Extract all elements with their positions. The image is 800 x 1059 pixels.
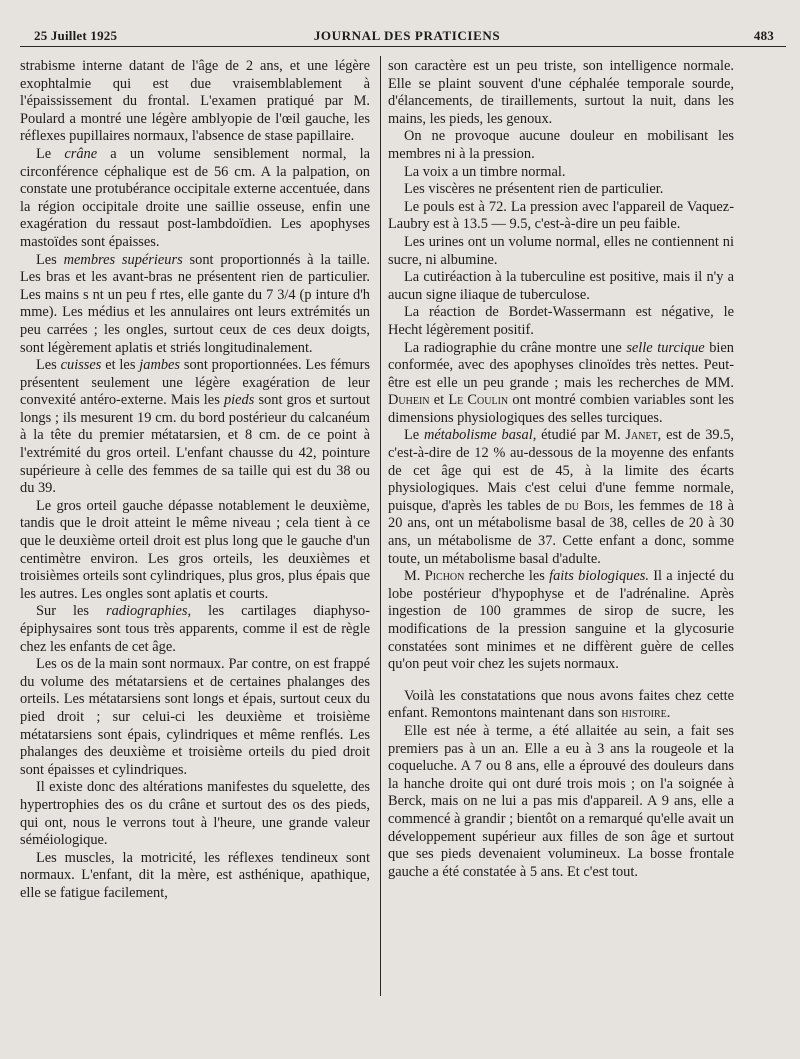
paragraph: Les urines ont un volume normal, elles ne contiennent ni sucre, ni albumine. (388, 233, 734, 268)
paragraph: Le gros orteil gauche dépasse notablement le deuxième, tandis que le droit atteint le même niveau ; cela tient à ce que le deuxième orteil droit est plus long que le gauche d'un centimètre environ. Les gros orteils, les deuxièmes et troisièmes orteils sont cylindriques, plus gros, plus épais que les autres. Les ongles sont aplatis et courts. (20, 497, 370, 602)
paragraph-cuisses-jambes: Les cuisses et les jambes sont proportionnées. Les fémurs présentent seulement une légère exagération de leur convexité antéro-externe. Mais les pieds sont gros et surtout longs ; ils mesurent 19 cm. du bord postérieur du calcanéum à la tête du premier métatarsien, et 8 cm. de ce point à l'extrémité du gros orteil. L'enfant chausse du 42, pointure supérieure à celle des femmes de sa taille qui est du 38 ou du 39. (20, 357, 370, 497)
journal-title: JOURNAL DES PRATICIENS (313, 28, 501, 43)
paragraph: La voix a un timbre normal. (404, 163, 566, 180)
header-date: 25 Juillet 1925 (34, 28, 118, 43)
paragraph: strabisme interne datant de l'âge de 2 ans, et une légère exophtalmie qui est due vraisemblablement à l'épaississement du frontal. L'examen pratiqué par M. Poulard a montré une légère amblyopie de l'œil gauche, les réflexes pupillaires normaux, l'absence de stase papillaire. (20, 58, 370, 145)
right-column (388, 58, 734, 881)
paragraph-metabolisme: Le métabolisme basal, étudié par M. Janet, est de 39.5, c'est-à-dire de 12 % au-dessous de la moyenne des enfants de cet âge qui est de 45, à la limite des écarts physiologiques. Mais c'est celui d'une femme normale, puisque, d'après les tables de du Bois, les femmes de 18 à 20 ans, ont un métabolisme basal de 38, celles de 20 à 30 ans, un métabolisme de 37. Cette enfant a donc, somme toute, un métabolisme basal d'adulte. (388, 427, 735, 567)
paragraph: Les os de la main sont normaux. Par contre, on est frappé du volume des métatarsiens et de certaines phalanges des orteils. Les métatarsiens sont longs et épais, surtout ceux du pied droit ; sur celui-ci les deuxième et troisième métatarsiens sont épais, cylindriques et même renflés. Les phalanges des deuxième et troisième orteils du pied droit sont épaisses et cylindriques. (20, 656, 370, 778)
paragraph: son caractère est un peu triste, son intelligence normale. Elle se plaint souvent d'une céphalée temporale sourde, d'élancements, de tiraillements, surtout la nuit, dans les mains, les pieds, les genoux. (388, 58, 734, 127)
column-divider (380, 56, 381, 996)
paragraph-faits-biologiques: M. Pichon recherche les faits biologiques. Il a injecté du lobe postérieur d'hypophyse et de l'adrénaline. Après ingestion de 100 grammes de sirop de sucre, les modifications de la pression sanguine et la glycosurie constatées sont minimes et ne diffèrent guère de celles qu'on peut voir chez les sujets normaux. (388, 568, 734, 673)
paragraph: Elle est née à terme, a été allaitée au sein, a fait ses premiers pas à un an. Elle a eu à 3 ans la rougeole et la coqueluche. A 7 ou 8 ans, elle a éprouvé des douleurs dans la hanche droite qui ont duré trois mois ; on l'a soignée à Berck, mais on ne lui a pas mis d'appareil. A 9 ans, elle a commencé à grandir ; bientôt on a remarqué qu'elle avait un développement supérieur aux filles de son âge et surtout que ses pieds devenaient volumineux. La bosse frontale gauche a été constatée à 5 ans. Et c'est tout. (388, 722, 734, 880)
paragraph: La réaction de Bordet-Wassermann est négative, le Hecht légèrement positif. (388, 304, 734, 338)
page-number: 483 (753, 28, 774, 43)
left-column (20, 58, 370, 903)
page-header (34, 26, 780, 46)
paragraph: La cutiréaction à la tuberculine est positive, mais il n'y a aucun signe iliaque de tuberculose. (388, 269, 734, 303)
paragraph-histoire-intro: Voilà les constatations que nous avons faites chez cette enfant. Remontons maintenant dans son histoire. (388, 687, 734, 722)
paragraph: Il existe donc des altérations manifestes du squelette, des hypertrophies des os du crâne et surtout des os des pieds, qui ont, nous le verrons tout à l'heure, une grande valeur séméiologique. (20, 779, 370, 849)
paragraph-crane: Le crâne a un volume sensiblement normal, la circonférence céphalique est de 56 cm. A la palpation, on constate une protubérance occipitale externe accentuée, dans la région occipitale droite une saillie osseuse, enfin une exagération du ressaut post-lambdoïdien. Les apophyses mastoïdes sont épaisses. (20, 145, 370, 250)
paragraph: Les viscères ne présentent rien de particulier. (404, 181, 664, 198)
paragraph-radiographies: Sur les radiographies, les cartilages diaphyso-épiphysaires sont tous très apparents, comme il est de règle chez les enfants de cet âge. (20, 603, 370, 655)
paragraph-selle-turcique: La radiographie du crâne montre une selle turcique bien conformée, avec des apophyses clinoïdes très nettes. Peut-être est elle un peu grande ; mais les recherches de MM. Duhein et Le Coulin ont montré combien variables sont les dimensions physiologiques des selles turciques. (388, 339, 735, 426)
paragraph: Les muscles, la motricité, les réflexes tendineux sont normaux. L'enfant, dit la mère, est asthénique, apathique, elle se fatigue facilement, (20, 849, 370, 901)
paragraph: On ne provoque aucune douleur en mobilisant les membres ni à la pression. (388, 128, 734, 162)
paragraph: Le pouls est à 72. La pression avec l'appareil de Vaquez-Laubry est à 13.5 — 9.5, c'est-à-dire un peu faible. (388, 198, 734, 233)
header-rule (20, 46, 786, 47)
paragraph-membres-superieurs: Les membres supérieurs sont proportionnés à la taille. Les bras et les avant-bras ne présentent rien de particulier. Les mains s nt un peu f rtes, elle gante du 7 3/4 (p inture d'h mme). Les médius et les annulaires ont leurs extrémités un peu carrées ; les ongles, surtout ceux de ces deux doigts, sont légèrement aplatis et striés longitudinalement. (20, 251, 370, 356)
